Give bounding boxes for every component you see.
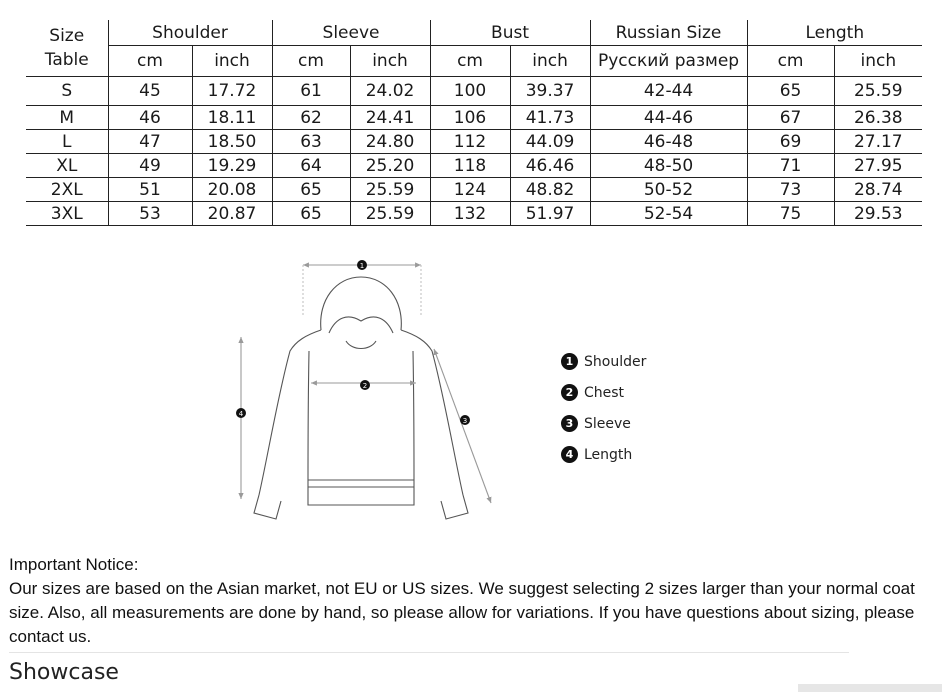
size-label-cell: 3XL (26, 202, 108, 226)
table-cell: 65 (272, 178, 350, 202)
table-cell: 39.37 (510, 77, 590, 106)
size-label-cell: L (26, 130, 108, 154)
legend-label: Sleeve (584, 415, 631, 432)
table-cell: 24.41 (350, 106, 430, 130)
table-cell: 100 (430, 77, 510, 106)
legend-number-badge: 3 (561, 415, 578, 432)
notice-title: Important Notice: (9, 555, 139, 574)
legend-label: Shoulder (584, 353, 647, 370)
table-cell: 49 (108, 154, 192, 178)
unit-header: inch (350, 46, 430, 77)
table-cell: 28.74 (834, 178, 922, 202)
table-row (26, 106, 922, 130)
unit-header: inch (834, 46, 922, 77)
table-cell: 44.09 (510, 130, 590, 154)
size-label-cell: 2XL (26, 178, 108, 202)
legend-item-sleeve (561, 408, 646, 439)
svg-text:1: 1 (359, 262, 365, 270)
group-header-length: Length (747, 20, 922, 46)
table-cell: 46 (108, 106, 192, 130)
table-row (26, 130, 922, 154)
table-cell: 24.80 (350, 130, 430, 154)
table-cell: 18.11 (192, 106, 272, 130)
size-label-cell: S (26, 77, 108, 106)
table-cell: 25.59 (350, 178, 430, 202)
unit-header: Русский размер (590, 46, 747, 77)
table-cell: 53 (108, 202, 192, 226)
table-cell: 65 (747, 77, 834, 106)
size-label-cell: M (26, 106, 108, 130)
table-cell: 50-52 (590, 178, 747, 202)
table-cell: 106 (430, 106, 510, 130)
table-cell: 25.59 (350, 202, 430, 226)
marker-3 (460, 415, 470, 425)
legend-label: Length (584, 446, 633, 463)
table-cell: 118 (430, 154, 510, 178)
legend-number-badge: 2 (561, 384, 578, 401)
table-cell: 75 (747, 202, 834, 226)
corner-line-1: Size (49, 26, 85, 46)
unit-header: cm (747, 46, 834, 77)
unit-header: inch (510, 46, 590, 77)
group-header-sleeve: Sleeve (272, 20, 430, 46)
table-cell: 69 (747, 130, 834, 154)
unit-header: cm (108, 46, 192, 77)
table-row (26, 178, 922, 202)
table-cell: 25.59 (834, 77, 922, 106)
marker-1 (357, 260, 367, 270)
table-cell: 46.46 (510, 154, 590, 178)
table-cell: 65 (272, 202, 350, 226)
table-cell: 67 (747, 106, 834, 130)
table-cell: 27.95 (834, 154, 922, 178)
table-cell: 25.20 (350, 154, 430, 178)
table-cell: 62 (272, 106, 350, 130)
unit-header: inch (192, 46, 272, 77)
marker-4 (236, 408, 246, 418)
table-cell: 51 (108, 178, 192, 202)
table-cell: 48-50 (590, 154, 747, 178)
table-cell: 24.02 (350, 77, 430, 106)
table-cell: 17.72 (192, 77, 272, 106)
legend-number-badge: 4 (561, 446, 578, 463)
table-cell: 27.17 (834, 130, 922, 154)
notice-body: Our sizes are based on the Asian market, not EU or US sizes. We suggest selecting 2 sizes larger than your normal coat size. Also, all measurements are done by hand, so please allow for variations. If you have questions about sizing, please contact us. (9, 579, 915, 646)
table-cell: 48.82 (510, 178, 590, 202)
table-row (26, 202, 922, 226)
svg-text:4: 4 (238, 410, 244, 418)
legend-item-chest (561, 377, 646, 408)
table-body (26, 77, 922, 226)
measurement-legend (561, 346, 646, 470)
size-label-cell: XL (26, 154, 108, 178)
corner-line-2: Table (44, 50, 89, 70)
table-cell: 20.87 (192, 202, 272, 226)
group-header-bust: Bust (430, 20, 590, 46)
table-cell: 124 (430, 178, 510, 202)
legend-item-shoulder (561, 346, 646, 377)
table-corner-header (26, 20, 108, 77)
table-cell: 51.97 (510, 202, 590, 226)
marker-2 (360, 380, 370, 390)
table-cell: 47 (108, 130, 192, 154)
legend-number-badge: 1 (561, 353, 578, 370)
table-cell: 29.53 (834, 202, 922, 226)
table-row (26, 154, 922, 178)
group-header-shoulder: Shoulder (108, 20, 272, 46)
table-row (26, 77, 922, 106)
table-cell: 132 (430, 202, 510, 226)
table-cell: 42-44 (590, 77, 747, 106)
size-table (26, 20, 922, 226)
section-divider (9, 652, 849, 653)
legend-item-length (561, 439, 646, 470)
table-cell: 73 (747, 178, 834, 202)
table-cell: 45 (108, 77, 192, 106)
table-cell: 61 (272, 77, 350, 106)
table-cell: 19.29 (192, 154, 272, 178)
svg-text:2: 2 (362, 382, 368, 390)
table-cell: 64 (272, 154, 350, 178)
table-cell: 20.08 (192, 178, 272, 202)
table-cell: 26.38 (834, 106, 922, 130)
table-cell: 63 (272, 130, 350, 154)
unit-header: cm (272, 46, 350, 77)
table-cell: 71 (747, 154, 834, 178)
hoodie-outline (254, 277, 468, 519)
svg-text:3: 3 (462, 417, 468, 425)
important-notice (9, 553, 934, 649)
table-cell: 46-48 (590, 130, 747, 154)
table-cell: 52-54 (590, 202, 747, 226)
scroll-edge-bar (798, 684, 942, 692)
table-cell: 112 (430, 130, 510, 154)
table-cell: 44-46 (590, 106, 747, 130)
unit-header: cm (430, 46, 510, 77)
hoodie-measurement-diagram (226, 255, 506, 525)
showcase-heading: Showcase (9, 660, 119, 685)
table-cell: 18.50 (192, 130, 272, 154)
group-header-russian-size: Russian Size (590, 20, 747, 46)
table-cell: 41.73 (510, 106, 590, 130)
legend-label: Chest (584, 384, 625, 401)
